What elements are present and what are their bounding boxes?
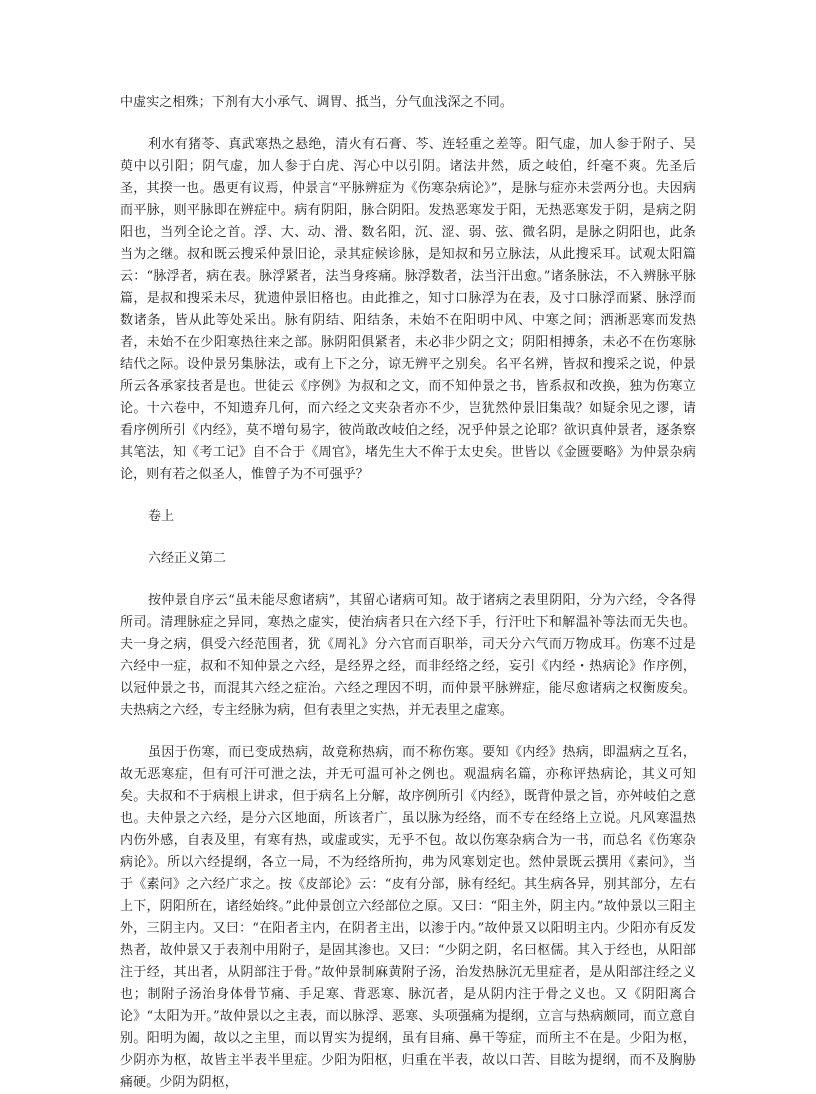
- document-body: [120, 92, 696, 1094]
- paragraph-continuation: 中虚实之相殊；下剂有大小承气、调胃、抵当，分气血浅深之不同。: [120, 95, 514, 110]
- paragraph-2: 按仲景自序云“虽未能尽愈诸病”，其留心诸病可知。故于诸病之表里阴阳，分为六经，令各得所司。清理脉症之异同，寒热之虚实，使治病者只在六经下手，行汗吐下和解温补等法而无失也。夫一身之病，俱受六经范围者，犹《周礼》分六官而百职举，司天分六气而万物成耳。伤寒不过是六经中一症，叔和不知仲景之六经，是经界之经，而非经络之经，妄引《内经・热病论》作序例，以冠仲景之书，而混其六经之症治。六经之理因不明，而仲景平脉辨症，能尽愈诸病之权衡废矣。夫热病之六经，专主经脉为病，但有表里之实热，并无表里之虚寒。: [120, 593, 696, 718]
- paragraph-1: 利水有猪苓、真武寒热之悬绝，清火有石膏、芩、连轻重之差等。阳气虚，加人参于附子、吴萸中以引阳；阴气虚，加人参于白虎、泻心中以引阴。诸法井然，质之岐伯，纤毫不爽。先圣后圣，其揆一也。愚更有议焉，仲景言“平脉辨症为《伤寒杂病论》”，是脉与症亦未尝两分也。夫因病而平脉，则平脉即在辨症中。病有阴阳，脉合阴阳。发热恶寒发于阳，无热恶寒发于阴，是病之阴阳也，当列全论之首。浮、大、动、滑、数名阳，沉、涩、弱、弦、微名阴，是脉之阴阳也，此条当为之继。叔和既云搜采仲景旧论，录其症候诊脉，是知叔和另立脉法，从此搜采耳。试观太阳篇云：“脉浮者，病在表。脉浮紧者，法当身疼痛。脉浮数者，法当汗出愈。”诸条脉法，不入辨脉平脉篇，是叔和搜采未尽，犹遗仲景旧格也。由此推之，知寸口脉浮为在表，及寸口脉浮而紧、脉浮而数诸条，皆从此等处采出。脉有阴结、阳结条，未始不在阳明中风、中寒之间；洒淅恶寒而发热者，未始不在少阳寒热往来之部。脉阴阳俱紧者，未必非少阴之文；阴阳相搏条，未必不在伤寒脉结代之际。设仲景另集脉法，或有上下之分，谅无辨平之别矣。名平名辨，皆叔和搜采之说，仲景所云各承家技者是也。世徒云《序例》为叔和之文，而不知仲景之书，皆系叔和改换，独为伤寒立论。十六卷中，不知遗弃几何，而六经之文夹杂者亦不少，岂犹然仲景旧集哉？如疑余见之谬，请看序例所引《内经》，莫不增句易字，彼尚敢改岐伯之经，况乎仲景之论耶？欲识真仲景者，逐条察其笔法，知《考工记》自不合于《周官》，堵先生大不侔于太史矣。世皆以《金匮要略》为仲景杂病论，则有若之似圣人，惟曾子为不可强乎？: [120, 137, 696, 482]
- paragraph-3: 虽因于伤寒，而已变成热病，故竟称热病，而不称伤寒。要知《内经》热病，即温病之互名，故无恶寒症，但有可汗可泄之法，并无可温可补之例也。观温病名篇，亦称评热病论，其义可知矣。夫叔和不于病根上讲求，但于病名上分解，故序例所引《内经》，既背仲景之旨，亦舛岐伯之意也。夫仲景之六经，是分六区地面，所该者广，虽以脉为经络，而不专在经络上立说。凡风寒温热内伤外感，自表及里，有寒有热，或虚或实，无乎不包。故以伤寒杂病合为一书，而总名《伤寒杂病论》。所以六经提纲，各立一局，不为经络所拘，弗为风寒划定也。然仲景既云撰用《素问》，当于《素问》之六经广求之。按《皮部论》云：“皮有分部，脉有经纪。其生病各异，别其部分，左右上下，阴阳所在，诸经始终。”此仲景创立六经部位之原。又曰：“阳主外，阴主内。”故仲景以三阳主外，三阴主内。又曰：“在阳者主内，在阴者主出，以渗于内。”故仲景又以阳明主内。少阳亦有反发热者，故仲景又于表剂中用附子，是固其渗也。又曰：“少阴之阴，名曰枢儒。其入于经也，从阳部注于经，其出者，从阴部注于骨。”故仲景制麻黄附子汤，治发热脉沉无里症者，是从阳部注经之义也；制附子汤治身体骨节痛、手足寒、背恶寒、脉沉者，是从阴内注于骨之义也。又《阴阳离合论》“太阳为开。”故仲景以之主表，而以脉浮、恶寒、头项强痛为提纲，立言与热病颇同，而立意自别。阳明为阖，故以之主里，而以胃实为提纲，虽有目痛、鼻干等症，而所主不在是。少阳为枢，少阴亦为枢，故皆主半表半里症。少阳为阳枢，归重在半表，故以口苦、目眩为提纲，而不及胸胁痛硬。少阴为阴枢，: [120, 745, 696, 1090]
- volume-heading: 卷上: [148, 509, 175, 524]
- section-heading: 六经正义第二: [148, 551, 227, 566]
